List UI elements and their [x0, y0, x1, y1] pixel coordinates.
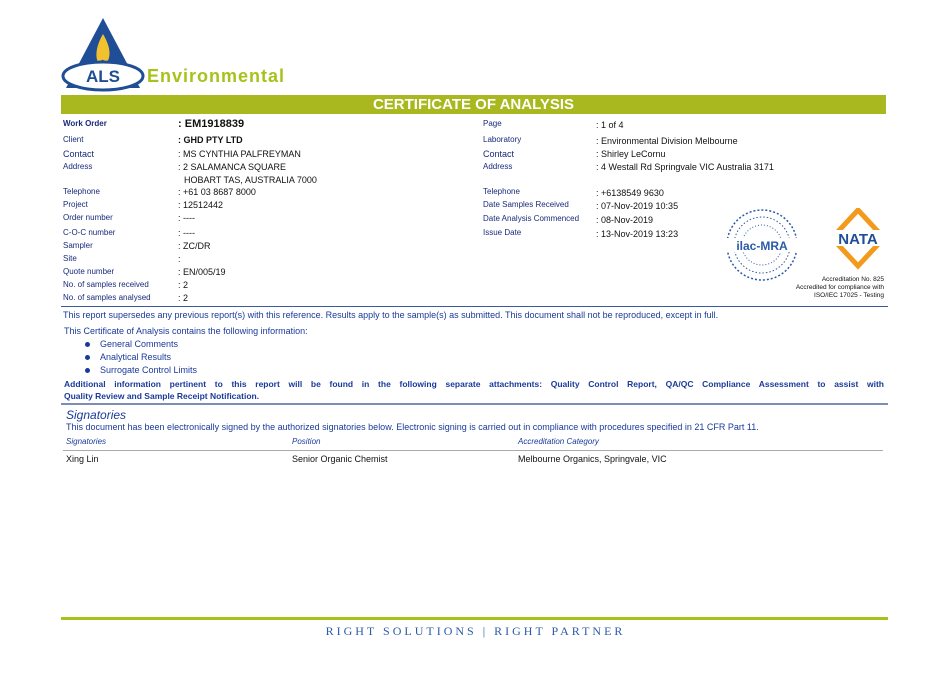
- logo-text: ALS: [86, 67, 120, 86]
- signatory-name: Xing Lin: [66, 454, 99, 464]
- nata-text: NATA: [838, 231, 878, 248]
- page-value: : 1 of 4: [596, 120, 624, 130]
- contact-label: Contact: [63, 149, 95, 159]
- lab-contact-label: Contact: [483, 149, 515, 159]
- issue-date-value: : 13-Nov-2019 13:23: [596, 229, 679, 239]
- samples-received-value: : 2: [178, 280, 189, 290]
- supersede-notice: This report supersedes any previous report(s) with this reference. Results apply to the sample(s) as submitted. This document shall not be reproduced, except in full.: [63, 310, 719, 320]
- contents-item: Surrogate Control Limits: [85, 365, 197, 375]
- ilac-text: ilac-MRA: [736, 239, 788, 253]
- header-position: Position: [292, 437, 321, 446]
- samples-received-label: No. of samples received: [63, 280, 149, 289]
- accreditation-number: Accreditation No. 825: [821, 276, 884, 283]
- site-label: Site: [63, 254, 77, 263]
- quote-value: : EN/005/19: [178, 267, 226, 277]
- additional-info-line-2: Quality Review and Sample Receipt Notification.: [64, 391, 260, 401]
- additional-info-line-1: Additional information pertinent to this report will be found in the following separate attachments: Quality Control Report, QA/QC Compliance Assessment to assist with: [64, 379, 884, 389]
- lab-contact-value: : Shirley LeCornu: [596, 149, 666, 159]
- signatory-position: Senior Organic Chemist: [292, 454, 388, 464]
- address-label: Address: [63, 162, 93, 171]
- laboratory-label: Laboratory: [483, 135, 522, 144]
- issue-date-label: Issue Date: [483, 228, 522, 237]
- lab-telephone-value: : +6138549 9630: [596, 188, 664, 198]
- sampler-value: : ZC/DR: [178, 241, 211, 251]
- brand-name: Environmental: [147, 66, 286, 86]
- sampler-label: Sampler: [63, 241, 93, 250]
- divider: [61, 306, 888, 307]
- quote-label: Quote number: [63, 267, 115, 276]
- date-received-value: : 07-Nov-2019 10:35: [596, 201, 679, 211]
- project-value: : 12512442: [178, 200, 224, 210]
- lab-telephone-label: Telephone: [483, 187, 520, 196]
- samples-analysed-label: No. of samples analysed: [63, 293, 151, 302]
- coc-label: C-O-C number: [63, 228, 116, 237]
- contents-item: General Comments: [85, 339, 178, 349]
- address-value-2: HOBART TAS, AUSTRALIA 7000: [184, 175, 317, 185]
- telephone-value: : +61 03 8687 8000: [178, 187, 256, 197]
- footer-line: [61, 617, 888, 620]
- work-order-value: : EM1918839: [178, 118, 245, 130]
- nata-logo: [828, 208, 888, 274]
- header-signatories: Signatories: [66, 437, 107, 446]
- address-value-1: : 2 SALAMANCA SQUARE: [178, 162, 287, 172]
- ilac-mra-logo: [724, 207, 800, 283]
- contact-value: : MS CYNTHIA PALFREYMAN: [178, 149, 301, 159]
- date-commenced-label: Date Analysis Commenced: [483, 214, 580, 223]
- accreditation-compliance: Accredited for compliance with: [795, 284, 884, 291]
- accreditation-standard: ISO/IEC 17025 - Testing: [814, 292, 884, 299]
- site-value: :: [178, 254, 181, 264]
- order-value: : ----: [178, 213, 196, 223]
- order-label: Order number: [63, 213, 113, 222]
- client-label: Client: [63, 135, 84, 144]
- signatories-title: Signatories: [66, 408, 127, 422]
- table-header-line: [63, 450, 883, 451]
- page-title: CERTIFICATE OF ANALYSIS: [61, 95, 886, 114]
- lab-address-value: : 4 Westall Rd Springvale VIC Australia 3171: [596, 162, 774, 172]
- lab-address-label: Address: [483, 162, 513, 171]
- page-label: Page: [483, 119, 502, 128]
- samples-analysed-value: : 2: [178, 293, 189, 303]
- signatory-accreditation: Melbourne Organics, Springvale, VIC: [518, 454, 667, 464]
- laboratory-value: : Environmental Division Melbourne: [596, 136, 738, 146]
- signatories-description: This document has been electronically signed by the authorized signatories below. Electronic signing is carried out in compliance with procedures specified in 21 CFR Part 11.: [66, 422, 759, 432]
- coc-value: : ----: [178, 228, 196, 238]
- footer-tagline: RIGHT SOLUTIONS | RIGHT PARTNER: [325, 624, 626, 638]
- work-order-label: Work Order: [63, 119, 107, 128]
- contents-item: Analytical Results: [85, 352, 171, 362]
- date-commenced-value: : 08-Nov-2019: [596, 215, 654, 225]
- section-divider: [61, 403, 888, 405]
- project-label: Project: [63, 200, 88, 209]
- contents-intro: This Certificate of Analysis contains the following information:: [64, 326, 308, 336]
- header-accreditation: Accreditation Category: [518, 437, 599, 446]
- client-value: : GHD PTY LTD: [178, 135, 243, 145]
- als-logo: [60, 16, 150, 92]
- telephone-label: Telephone: [63, 187, 100, 196]
- date-received-label: Date Samples Received: [483, 200, 569, 209]
